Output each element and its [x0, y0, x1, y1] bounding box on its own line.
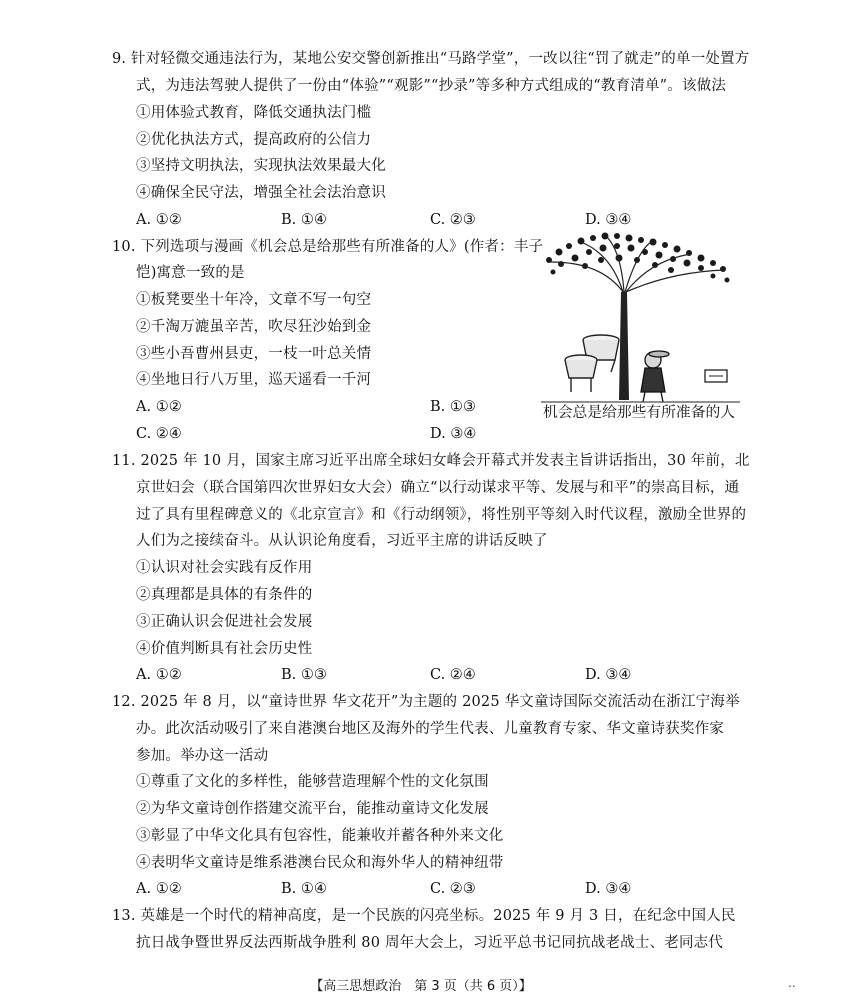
q11-choice-b: B. ①③ — [281, 667, 327, 683]
person-figure — [641, 351, 669, 402]
q10-choice-d: D. ③④ — [430, 426, 477, 442]
q12-stem-line-2: 办。此次活动吸引了来自港澳台地区及海外的学生代表、儿童教育专家、华文童诗获奖作家 — [136, 721, 724, 737]
q12-item-3: ③彰显了中华文化具有包容性，能兼收并蓄各种外来文化 — [136, 828, 504, 844]
page-footer: 【高三思想政治 第 3 页（共 6 页）】 — [310, 979, 532, 994]
q11-choice-d: D. ③④ — [585, 667, 632, 683]
q11-stem-line-3: 过了具有里程碑意义的《北京宣言》和《行动纲领》，将性别平等刻入时代议程，激励全世界的 — [136, 507, 747, 523]
cartoon-illustration — [541, 232, 740, 422]
q9-item-3: ③坚持文明执法，实现执法效果最大化 — [136, 158, 386, 174]
q9-choice-a: A. ①② — [136, 212, 182, 228]
q12-choice-d: D. ③④ — [585, 881, 632, 897]
q11-stem-line-4: 人们为之接续奋斗。从认识论角度看，习近平主席的讲话反映了 — [136, 533, 548, 549]
q11-stem-line-2: 京世妇会（联合国第四次世界妇女大会）确立“以行动谋求平等、发展与和平”的崇高目标，通 — [136, 480, 740, 496]
q10-stem-line-2: 恺)寓意一致的是 — [136, 265, 245, 281]
q11-choice-a: A. ①② — [136, 667, 182, 683]
q11-item-4: ④价值判断具有社会历史性 — [136, 641, 313, 657]
q11-item-2: ②真理都是具体的有条件的 — [136, 587, 313, 603]
cartoon-drawing — [541, 232, 740, 422]
tree-branches — [551, 237, 725, 292]
q11-choice-c: C. ②④ — [430, 667, 476, 683]
q12-choice-a: A. ①② — [136, 881, 182, 897]
q9-item-1: ①用体验式教育，降低交通执法门槛 — [136, 105, 372, 121]
q11-item-3: ③正确认识会促进社会发展 — [136, 614, 313, 630]
q12-item-2: ②为华文童诗创作搭建交流平台，能推动童诗文化发展 — [136, 801, 489, 817]
q10-choice-b: B. ①③ — [430, 399, 476, 415]
q10-item-3: ③些小吾曹州县吏，一枝一叶总关情 — [136, 346, 372, 362]
q10-item-4: ④坐地日行八万里，巡天遥看一千河 — [136, 372, 372, 388]
q12-item-4: ④表明华文童诗是维系港澳台民众和海外华人的精神纽带 — [136, 855, 504, 871]
tree-trunk — [619, 292, 629, 400]
q13-stem-line-2: 抗日战争暨世界反法西斯战争胜利 80 周年大会上，习近平总书记同抗战老战士、老同志代 — [136, 935, 724, 951]
q9-stem-line-1: 9. 针对轻微交通违法行为，某地公安交警创新推出“马路学堂”，一改以往“罚了就走”的单一处置方 — [112, 51, 750, 67]
q13-stem-line-1: 13. 英雄是一个时代的精神高度，是一个民族的闪亮坐标。2025 年 9 月 3 日，在纪念中国人民 — [112, 908, 736, 924]
q9-choice-b: B. ①④ — [281, 212, 327, 228]
cartoon-caption: 机会总是给那些有所准备的人 — [543, 405, 732, 421]
q12-stem-line-3: 参加。举办这一活动 — [136, 748, 269, 764]
q11-stem-line-1: 11. 2025 年 10 月，国家主席习近平出席全球妇女峰会开幕式并发表主旨讲话指出，30 年前，北 — [112, 453, 750, 469]
baskets — [565, 335, 619, 392]
q10-item-1: ①板凳要坐十年冷，文章不写一句空 — [136, 292, 372, 308]
q9-item-4: ④确保全民守法，增强全社会法治意识 — [136, 185, 386, 201]
q9-stem-line-2: 式，为违法驾驶人提供了一份由“体验”“观影”“抄录”等多种方式组成的“教育清单”。该做法 — [136, 78, 727, 94]
q9-choice-d: D. ③④ — [585, 212, 632, 228]
q12-stem-line-1: 12. 2025 年 8 月，以“童诗世界 华文花开”为主题的 2025 华文童诗国际交流活动在浙江宁海举 — [112, 694, 740, 710]
q10-item-2: ②千淘万漉虽辛苦，吹尽狂沙始到金 — [136, 319, 372, 335]
tree-canopy — [546, 233, 730, 283]
corner-mark: .. — [788, 976, 796, 990]
q9-choice-c: C. ②③ — [430, 212, 476, 228]
q12-choice-b: B. ①④ — [281, 881, 327, 897]
q10-stem-line-1: 10. 下列选项与漫画《机会总是给那些有所准备的人》(作者：丰子 — [112, 239, 544, 255]
q11-item-1: ①认识对社会实践有反作用 — [136, 560, 313, 576]
q12-item-1: ①尊重了文化的多样性，能够营造理解个性的文化氛围 — [136, 774, 489, 790]
q10-choice-a: A. ①② — [136, 399, 182, 415]
q10-choice-c: C. ②④ — [136, 426, 182, 442]
q12-choice-c: C. ②③ — [430, 881, 476, 897]
q9-item-2: ②优化执法方式，提高政府的公信力 — [136, 132, 372, 148]
